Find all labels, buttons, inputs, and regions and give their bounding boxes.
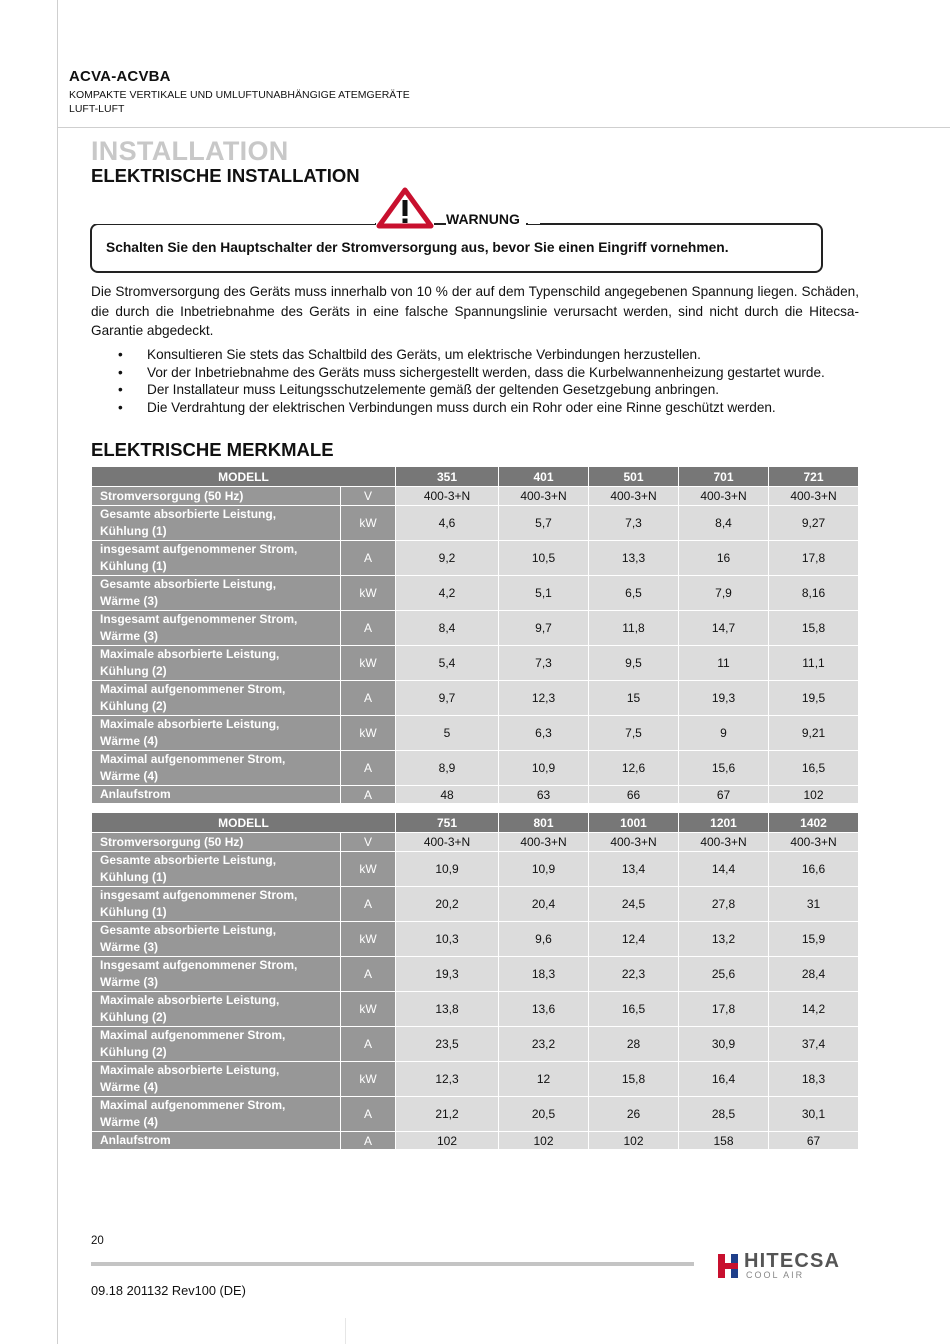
row-label (92, 922, 341, 957)
row-unit: kW (341, 506, 396, 541)
value-cell: 4,6 (396, 506, 499, 541)
value-cell: 9,2 (396, 541, 499, 576)
warning-text: Schalten Sie den Hauptschalter der Stromversorgung aus, bevor Sie einen Eingriff vornehmen. (106, 240, 729, 255)
model-column-header: 501 (589, 467, 679, 487)
value-cell: 18,3 (769, 1062, 859, 1097)
value-cell: 8,9 (396, 751, 499, 786)
value-cell: 67 (769, 1132, 859, 1150)
value-cell: 17,8 (769, 541, 859, 576)
bullet-dot-icon: • (118, 364, 123, 380)
row-label-line1: Gesamte absorbierte Leistung, (100, 853, 277, 867)
row-label-line1: Maximale absorbierte Leistung, (100, 717, 280, 731)
value-cell: 15,8 (589, 1062, 679, 1097)
row-label (92, 1097, 341, 1132)
value-cell: 15,8 (769, 611, 859, 646)
header-divider (57, 127, 950, 128)
table-row (92, 541, 859, 576)
value-cell: 400-3+N (679, 833, 769, 852)
value-cell: 16,5 (769, 751, 859, 786)
row-label-line1: Maximale absorbierte Leistung, (100, 647, 280, 661)
row-label-line1: Insgesamt aufgenommener Strom, (100, 958, 298, 972)
row-label (92, 611, 341, 646)
value-cell: 400-3+N (396, 487, 499, 506)
value-cell: 23,2 (499, 1027, 589, 1062)
value-cell: 25,6 (679, 957, 769, 992)
row-label-line1: Maximale absorbierte Leistung, (100, 993, 280, 1007)
value-cell: 28,4 (769, 957, 859, 992)
model-column-header: 351 (396, 467, 499, 487)
table-row (92, 992, 859, 1027)
row-label (92, 852, 341, 887)
value-cell: 15 (589, 681, 679, 716)
row-label-line1: Gesamte absorbierte Leistung, (100, 577, 277, 591)
table-header-row (92, 813, 859, 833)
value-cell: 17,8 (679, 992, 769, 1027)
row-label (92, 751, 341, 786)
table-row (92, 833, 859, 852)
value-cell: 13,3 (589, 541, 679, 576)
value-cell: 24,5 (589, 887, 679, 922)
row-unit: A (341, 1132, 396, 1150)
row-label-line2: Wärme (3) (100, 629, 159, 643)
model-column-header: 721 (769, 467, 859, 487)
bullet-item: • Konsultieren Sie stets das Schaltbild des Geräts, um elektrische Verbindungen herzustellen. (118, 347, 701, 362)
row-unit: A (341, 957, 396, 992)
value-cell: 26 (589, 1097, 679, 1132)
table-row (92, 887, 859, 922)
row-label (92, 646, 341, 681)
warning-triangle-icon (376, 187, 434, 229)
row-label (92, 576, 341, 611)
row-unit: kW (341, 922, 396, 957)
value-cell: 102 (396, 1132, 499, 1150)
row-label-line1: Anlaufstrom (100, 787, 171, 801)
value-cell: 10,9 (499, 751, 589, 786)
model-column-header: 701 (679, 467, 769, 487)
value-cell: 9,27 (769, 506, 859, 541)
bullet-dot-icon: • (118, 347, 123, 362)
bullet-item: • Die Verdrahtung der elektrischen Verbindungen muss durch ein Rohr oder eine Rinne geschützt werden. (118, 399, 776, 415)
row-unit: A (341, 887, 396, 922)
value-cell: 16,4 (679, 1062, 769, 1097)
value-cell: 102 (769, 786, 859, 804)
table-row (92, 611, 859, 646)
row-unit: V (341, 487, 396, 506)
row-label (92, 506, 341, 541)
table-row (92, 1132, 859, 1150)
value-cell: 21,2 (396, 1097, 499, 1132)
row-label-line1: insgesamt aufgenommener Strom, (100, 888, 298, 902)
row-label (92, 1027, 341, 1062)
value-cell: 16,6 (769, 852, 859, 887)
row-label-line2: Kühlung (2) (100, 664, 167, 678)
value-cell: 9,7 (396, 681, 499, 716)
warning-label: WARNUNG (446, 211, 526, 227)
value-cell: 10,5 (499, 541, 589, 576)
page-margin-line (57, 0, 58, 1344)
value-cell: 16,5 (589, 992, 679, 1027)
row-label-line2: Wärme (4) (100, 769, 159, 783)
row-label-line2: Kühlung (2) (100, 1010, 167, 1024)
table-row (92, 751, 859, 786)
row-unit: kW (341, 576, 396, 611)
row-unit: V (341, 833, 396, 852)
value-cell: 19,3 (679, 681, 769, 716)
value-cell: 13,4 (589, 852, 679, 887)
row-label-line2: Kühlung (1) (100, 559, 167, 573)
row-unit: kW (341, 1062, 396, 1097)
section-title: INSTALLATION (91, 136, 289, 166)
specs-table-2 (91, 812, 859, 1150)
row-label-line2: Wärme (4) (100, 734, 159, 748)
value-cell: 12,3 (396, 1062, 499, 1097)
value-cell: 9,5 (589, 646, 679, 681)
bullet-item: • Der Installateur muss Leitungsschutzelemente gemäß der geltenden Gesetzgebung anbringen. (118, 382, 720, 397)
table-row (92, 716, 859, 751)
row-label-line1: Maximale absorbierte Leistung, (100, 1063, 280, 1077)
value-cell: 4,2 (396, 576, 499, 611)
row-label-line1: Anlaufstrom (100, 1133, 171, 1147)
value-cell: 10,9 (499, 852, 589, 887)
value-cell: 8,16 (769, 576, 859, 611)
table-row (92, 1027, 859, 1062)
value-cell: 23,5 (396, 1027, 499, 1062)
value-cell: 12 (499, 1062, 589, 1097)
model-column-header: 1402 (769, 813, 859, 833)
row-label (92, 716, 341, 751)
value-cell: 66 (589, 786, 679, 804)
model-column-header: 1001 (589, 813, 679, 833)
row-label (92, 681, 341, 716)
model-column-header: 751 (396, 813, 499, 833)
value-cell: 9 (679, 716, 769, 751)
row-label-line1: Maximal aufgenommener Strom, (100, 1028, 286, 1042)
value-cell: 12,3 (499, 681, 589, 716)
value-cell: 7,3 (499, 646, 589, 681)
row-unit: A (341, 1097, 396, 1132)
value-cell: 14,4 (679, 852, 769, 887)
hitecsa-logo-icon (716, 1252, 742, 1282)
document-title: ACVA-ACVBA (69, 68, 171, 85)
value-cell: 18,3 (499, 957, 589, 992)
value-cell: 37,4 (769, 1027, 859, 1062)
row-unit: kW (341, 716, 396, 751)
value-cell: 9,21 (769, 716, 859, 751)
row-label-line1: Maximal aufgenommener Strom, (100, 1098, 286, 1112)
table-header-row (92, 467, 859, 487)
row-label (92, 887, 341, 922)
value-cell: 7,5 (589, 716, 679, 751)
value-cell: 19,3 (396, 957, 499, 992)
row-label-line2: Wärme (3) (100, 975, 159, 989)
value-cell: 400-3+N (396, 833, 499, 852)
document-subtitle (69, 88, 410, 116)
specs-title: ELEKTRISCHE MERKMALE (91, 439, 334, 460)
value-cell: 11 (679, 646, 769, 681)
row-label-line1: Stromversorgung (50 Hz) (100, 488, 244, 503)
model-column-header: 801 (499, 813, 589, 833)
value-cell: 31 (769, 887, 859, 922)
row-unit: A (341, 786, 396, 804)
row-label-line1: Insgesamt aufgenommener Strom, (100, 612, 298, 626)
bullet-list (118, 346, 825, 416)
row-label (92, 992, 341, 1027)
document-subtitle-line2: LUFT-LUFT (69, 103, 125, 115)
value-cell: 14,7 (679, 611, 769, 646)
row-unit: A (341, 611, 396, 646)
value-cell: 6,5 (589, 576, 679, 611)
value-cell: 15,6 (679, 751, 769, 786)
document-subtitle-line1: KOMPAKTE VERTIKALE UND UMLUFTUNABHÄNGIGE ATEMGERÄTE (69, 89, 410, 101)
table-row (92, 506, 859, 541)
row-label-line1: Gesamte absorbierte Leistung, (100, 507, 277, 521)
value-cell: 8,4 (679, 506, 769, 541)
row-label (92, 957, 341, 992)
value-cell: 28,5 (679, 1097, 769, 1132)
row-label-line2: Kühlung (1) (100, 870, 167, 884)
row-label-line2: Kühlung (1) (100, 524, 167, 538)
value-cell: 28 (589, 1027, 679, 1062)
section-subtitle: ELEKTRISCHE INSTALLATION (91, 165, 360, 186)
value-cell: 102 (589, 1132, 679, 1150)
table-row (92, 646, 859, 681)
value-cell: 13,2 (679, 922, 769, 957)
row-unit: kW (341, 852, 396, 887)
row-label (92, 487, 341, 506)
row-unit: A (341, 681, 396, 716)
row-label-line2: Kühlung (2) (100, 699, 167, 713)
model-column-header: 1201 (679, 813, 769, 833)
bullet-dot-icon: • (118, 399, 123, 415)
row-unit: A (341, 1027, 396, 1062)
value-cell: 400-3+N (679, 487, 769, 506)
value-cell: 22,3 (589, 957, 679, 992)
value-cell: 20,4 (499, 887, 589, 922)
value-cell: 67 (679, 786, 769, 804)
document-code: 09.18 201132 Rev100 (DE) (91, 1283, 246, 1298)
value-cell: 8,4 (396, 611, 499, 646)
bullet-dot-icon: • (118, 382, 123, 397)
row-label (92, 1132, 341, 1150)
row-unit: kW (341, 646, 396, 681)
value-cell: 7,9 (679, 576, 769, 611)
value-cell: 12,6 (589, 751, 679, 786)
value-cell: 13,6 (499, 992, 589, 1027)
value-cell: 10,9 (396, 852, 499, 887)
row-label-line1: Gesamte absorbierte Leistung, (100, 923, 277, 937)
row-label-line2: Kühlung (1) (100, 905, 167, 919)
table-row (92, 487, 859, 506)
value-cell: 19,5 (769, 681, 859, 716)
row-label (92, 786, 341, 804)
row-label (92, 541, 341, 576)
value-cell: 7,3 (589, 506, 679, 541)
row-label-line1: Stromversorgung (50 Hz) (100, 834, 244, 849)
voltage-paragraph: Die Stromversorgung des Geräts muss innerhalb von 10 % der auf dem Typenschild angegebenen Spannung liegen. Schäden, die durch die Inbetriebnahme des Geräts in eine falsche Spannungslinie verursacht werden, sind nicht durch die Hitecsa-Garantie abgedeckt. (91, 284, 859, 338)
table-row (92, 576, 859, 611)
value-cell: 30,1 (769, 1097, 859, 1132)
row-label-line2: Wärme (3) (100, 940, 159, 954)
value-cell: 48 (396, 786, 499, 804)
bullet-item: • Vor der Inbetriebnahme des Geräts muss sichergestellt werden, dass die Kurbelwannenheizung gestartet wurde. (118, 364, 825, 380)
value-cell: 158 (679, 1132, 769, 1150)
value-cell: 14,2 (769, 992, 859, 1027)
value-cell: 400-3+N (589, 833, 679, 852)
row-label-line1: insgesamt aufgenommener Strom, (100, 542, 298, 556)
value-cell: 11,1 (769, 646, 859, 681)
value-cell: 5,1 (499, 576, 589, 611)
page-number: 20 (91, 1235, 104, 1247)
value-cell: 400-3+N (499, 487, 589, 506)
value-cell: 102 (499, 1132, 589, 1150)
table-row (92, 1062, 859, 1097)
row-unit: A (341, 751, 396, 786)
model-column-header: 401 (499, 467, 589, 487)
value-cell: 13,8 (396, 992, 499, 1027)
row-label-line1: Maximal aufgenommener Strom, (100, 682, 286, 696)
value-cell: 6,3 (499, 716, 589, 751)
value-cell: 5,4 (396, 646, 499, 681)
value-cell: 5,7 (499, 506, 589, 541)
value-cell: 10,3 (396, 922, 499, 957)
logo-tagline: COOL AIR (746, 1270, 805, 1280)
value-cell: 9,7 (499, 611, 589, 646)
value-cell: 15,9 (769, 922, 859, 957)
logo-wordmark: HITECSA (744, 1250, 841, 1272)
row-label (92, 833, 341, 852)
value-cell: 63 (499, 786, 589, 804)
value-cell: 400-3+N (499, 833, 589, 852)
row-unit: kW (341, 992, 396, 1027)
table-row (92, 922, 859, 957)
value-cell: 20,2 (396, 887, 499, 922)
value-cell: 12,4 (589, 922, 679, 957)
table-row (92, 957, 859, 992)
row-label-line2: Wärme (4) (100, 1080, 159, 1094)
value-cell: 400-3+N (769, 487, 859, 506)
model-header: MODELL (92, 813, 396, 833)
table-row (92, 786, 859, 804)
row-label-line2: Wärme (4) (100, 1115, 159, 1129)
value-cell: 20,5 (499, 1097, 589, 1132)
value-cell: 30,9 (679, 1027, 769, 1062)
value-cell: 9,6 (499, 922, 589, 957)
value-cell: 16 (679, 541, 769, 576)
value-cell: 27,8 (679, 887, 769, 922)
table-row (92, 681, 859, 716)
row-label-line2: Wärme (3) (100, 594, 159, 608)
model-header: MODELL (92, 467, 396, 487)
table-row (92, 852, 859, 887)
value-cell: 5 (396, 716, 499, 751)
table-row (92, 1097, 859, 1132)
value-cell: 11,8 (589, 611, 679, 646)
value-cell: 400-3+N (769, 833, 859, 852)
value-cell: 400-3+N (589, 487, 679, 506)
specs-table-1 (91, 466, 859, 804)
row-label (92, 1062, 341, 1097)
row-unit: A (341, 541, 396, 576)
row-label-line1: Maximal aufgenommener Strom, (100, 752, 286, 766)
page-fold-line (345, 1318, 346, 1344)
hitecsa-logo (716, 1248, 866, 1284)
document-header (69, 68, 410, 116)
footer-bar (91, 1262, 694, 1266)
row-label-line2: Kühlung (2) (100, 1045, 167, 1059)
